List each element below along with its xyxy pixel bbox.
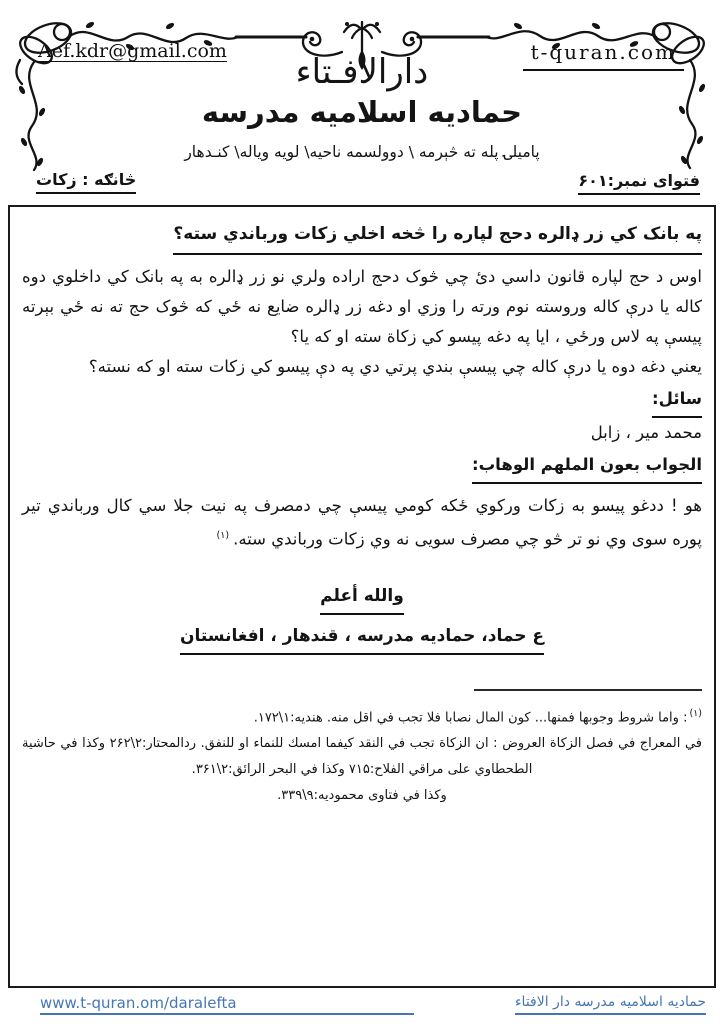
asker-label-row — [22, 382, 702, 418]
footnotes-block — [22, 701, 702, 809]
question-heading: په بانک کي زر ډالره دحج لپاره را څخه اخلي زکات ورباندي سته؟ — [173, 219, 702, 255]
asker-label: سائل: — [652, 384, 702, 418]
category-label: څانګه : زکات — [36, 170, 136, 194]
email-link[interactable]: Aef.kdr@gmail.com — [38, 40, 227, 62]
footnote-ref: (۱) — [216, 530, 230, 541]
closing-row — [22, 579, 702, 615]
footnote-marker: (۱) — [689, 707, 702, 719]
page-footer — [40, 994, 706, 1015]
answer-heading-row — [22, 448, 702, 484]
signature-line: ع حماد، حمادیه مدرسه ، قندهار ، افغانستان — [180, 621, 544, 655]
footer-url-link[interactable]: www.t-quran.om/daralefta — [40, 994, 414, 1015]
footnote-text: : واما شروط وجوبها فمنها... كون المال نصابا فلا تجب في اقل منه. هنديه:‪۱۷۲\۱‬. — [253, 709, 688, 725]
closing-line: والله أعلم — [320, 581, 404, 615]
page-title: دارالافـتاء — [295, 52, 429, 92]
footnote-text: على مراقي الفلاح:۷۱۵ وكذا في البحر الرائق:‪۳۶۱\۲‬. — [191, 761, 471, 777]
address-line: پامیلۍ پله ته څېرمه \ دوولسمه ناحیه\ لویه ویاله\ کنـدهار — [184, 143, 540, 161]
footnote-line — [22, 701, 702, 731]
footnote-line — [22, 731, 702, 783]
footnote-text: في المعراج في فصل الزكاة العروض : ان الزكاة تجب في النقد كيفما امسك للنماء او للنفق. ردالمحتار:‪۲۶۲\۲‬ وكذا في حاشية الطحطاوي — [22, 735, 703, 777]
question-clarification: یعني دغه دوه یا درې کاله چي پیسې بندي پرتي دي په دې پیسو کي زکات سته او که نسته؟ — [88, 357, 702, 376]
answer-text: هو ! ددغو پیسو به زکات ورکوي ځکه کومي پیسې چي دمصرف په نیت جلا سي کال ورباندي تیر پوره سوی وي نو تر څو چي مصرف سویی نه وي زکات ورباندي سته. — [22, 496, 702, 549]
signature-row — [22, 619, 702, 655]
fatwa-body-box — [8, 205, 716, 988]
fatwa-number: فتوای نمبر:۶۰۱ — [578, 171, 700, 195]
asker-name: محمد میر ، زابل — [590, 423, 702, 442]
website-link[interactable]: t-quran.com — [523, 40, 684, 71]
question-body: اوس د حج لپاره قانون داسي دئ چي څوک دحج اراده ولري نو زر ډالره به په بانک کي داخلوي دوه کاله یا درې کاله وروسته نوم ورته را وزي او دغه زر ډالره ضایع نه ځي که څوک حج ته نه ځي بېرته پیسې په لاس ورځي ، ایا په دغه پیسو کي زکاة سته او که یا؟ — [22, 267, 702, 346]
footer-name-link[interactable]: حمادیه اسلامیه مدرسه دار الافتاء — [515, 994, 706, 1015]
footnote-line: وكذا في فتاوى محموديه:‪۳۳۹\۹‬. — [277, 787, 447, 803]
answer-heading: الجواب بعون الملهم الوهاب: — [472, 450, 702, 484]
answer-body — [22, 491, 702, 555]
madrasa-name: حمادیه اسلامیه مدرسه — [201, 95, 523, 129]
question-heading-row — [22, 219, 702, 255]
footnote-separator — [474, 689, 702, 691]
